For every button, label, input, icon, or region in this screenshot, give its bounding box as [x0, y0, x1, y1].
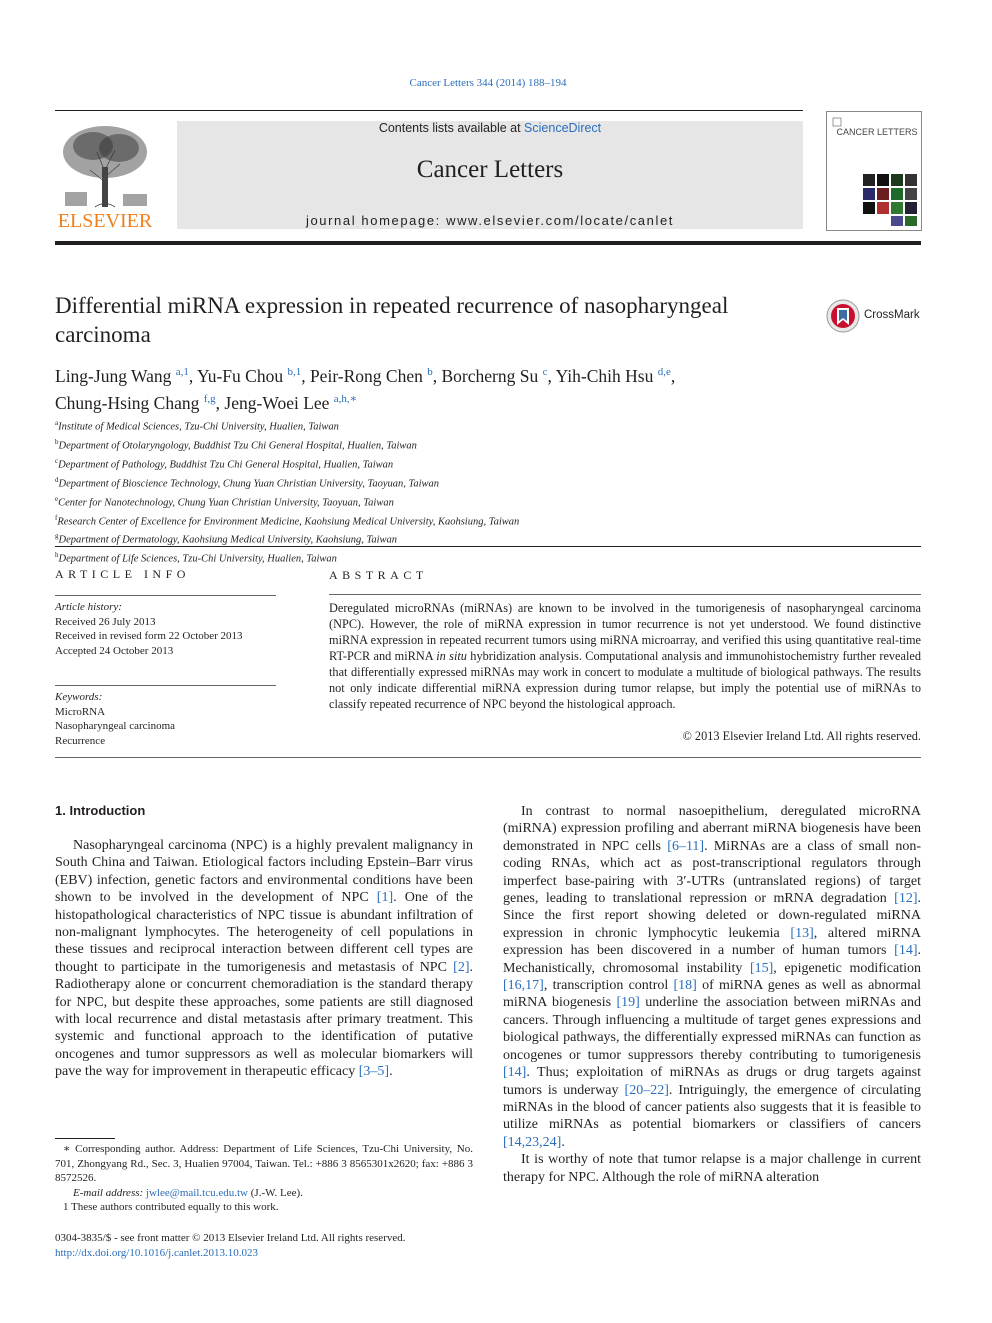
affiliation-text: Institute of Medical Sciences, Tzu-Chi University, Hualien, Taiwan: [58, 421, 339, 433]
affiliation-text: Research Center of Excellence for Environment Medicine, Kaohsiung Medical University, Kaohsiung, Taiwan: [57, 516, 520, 528]
page-footer: [55, 1231, 555, 1260]
history-item: Accepted 24 October 2013: [55, 644, 174, 657]
section-rule: [55, 546, 921, 547]
body-rule: [55, 757, 921, 758]
affiliation-text: Department of Pathology, Buddhist Tzu Chi General Hospital, Hualien, Taiwan: [58, 459, 394, 471]
journal-cover: [826, 111, 922, 231]
citation-link[interactable]: [18]: [673, 978, 697, 994]
paragraph-text: . Thus; exploitation of miRNAs as drugs or drug targets against tumors is underway: [503, 1065, 921, 1098]
history-item: Received in revised form 22 October 2013: [55, 630, 243, 643]
header-thick-rule: [55, 241, 921, 245]
affiliation-item: [55, 511, 915, 530]
keywords-rule: [55, 685, 276, 686]
paragraph-text: . One of the histopathological characteristics of NPC tissue is abundant infiltration of non-malignant lymphocytes. The heterogeneity of cell populations in these tissues and reciprocal interaction between different cell types are thought to participate in the tumorigenesis and metastasis of NPC: [55, 890, 474, 975]
author-affiliation-marker[interactable]: d,e: [657, 366, 671, 378]
author-affiliation-marker[interactable]: a,1: [175, 366, 189, 378]
email-suffix: (J.-W. Lee).: [248, 1186, 303, 1199]
keyword-item: MicroRNA: [55, 705, 106, 718]
intro-paragraph-3: [503, 1151, 921, 1186]
paragraph-text: , epigenetic modification: [773, 960, 921, 976]
abstract-italic: in situ: [436, 649, 467, 663]
paragraph-text: of miRNA genes as well as abnormal miRNA biogenesis: [503, 978, 921, 1011]
affiliation-item: [55, 416, 915, 435]
equal-contribution-note: 1 These authors contributed equally to this work.: [63, 1201, 279, 1214]
author-name: Yu-Fu Chou: [197, 365, 288, 386]
affiliation-item: [55, 548, 915, 567]
paragraph-text: , transcription control: [543, 978, 674, 994]
affiliation-key: a: [55, 419, 59, 427]
citation-link[interactable]: [20–22]: [624, 1082, 669, 1098]
affiliation-item: [55, 492, 915, 511]
history-item: Received 26 July 2013: [55, 615, 156, 628]
citation-link[interactable]: [2]: [453, 959, 470, 975]
keyword-item: Nasopharyngeal carcinoma: [55, 720, 176, 733]
history-label: Article history:: [55, 601, 122, 613]
affiliation-key: h: [55, 551, 59, 560]
citation-link[interactable]: [3–5]: [358, 1064, 390, 1080]
author-name: Jeng-Woei Lee: [224, 392, 334, 413]
author-name: Ling-Jung Wang: [55, 365, 176, 386]
affiliation-text: Center for Nanotechnology, Chung Yuan Christian University, Taoyuan, Taiwan: [58, 497, 394, 509]
citation-link[interactable]: [16,17]: [503, 978, 544, 994]
citation-link[interactable]: [6–11]: [667, 838, 705, 854]
citation-link[interactable]: [13]: [790, 925, 814, 941]
paragraph-text: . MiRNAs are a class of small non-coding RNAs, which act as post-transcriptional regulators through imperfect base-pairing with 3′-UTRs (untranslated regions) of target genes, leading to translational repression or mRNA degradation: [503, 838, 921, 907]
email-note: [55, 1186, 473, 1201]
citation-link[interactable]: [19]: [616, 995, 640, 1011]
author-affiliation-marker[interactable]: b: [427, 366, 433, 378]
paragraph-text: In contrast to normal nasoepithelium, deregulated microRNA (miRNA) expression profiling and aberrant miRNA biogenesis have been demonstrated in NPC cells: [503, 804, 921, 854]
elsevier-tree-icon: [55, 122, 155, 210]
citation-link[interactable]: [14,23,24]: [503, 1134, 562, 1150]
citation-link[interactable]: [14]: [894, 943, 918, 959]
author-list: Ling-Jung Wang $^{a,1}$, Yu-Fu Chou $^{b,1}$, Peir-Rong Chen $^b$, Borcherng Su $^c$, Yih-Chih Hsu $^{d,e}$, Chung-Hsing Chang $^{f,g}$, Jeng-Woei Lee $^{a,h,∗}$: [55, 365, 676, 413]
sciencedirect-link[interactable]: ScienceDirect: [524, 121, 602, 135]
elsevier-wordmark: ELSEVIER: [57, 210, 153, 232]
citation-link[interactable]: [15]: [749, 960, 774, 976]
intro-paragraph-2: [503, 803, 921, 1151]
keywords-block: [55, 690, 175, 748]
paragraph-text: .: [561, 1134, 565, 1150]
keyword-item: Recurrence: [55, 734, 106, 747]
author-name: Chung-Hsing Chang: [55, 392, 204, 413]
issn-line: 0304-3835/$ - see front matter © 2013 Elsevier Ireland Ltd. All rights reserved.: [55, 1232, 406, 1244]
abstract-heading: ABSTRACT: [329, 568, 428, 582]
abstract-text-part: Deregulated microRNAs (miRNAs) are known to be involved in the tumorigenesis of nasopharyngeal carcinoma (NPC). However, the role of miRNA expression in tumor recurrence is not yet understood. We found distinctive miRNA expression in repeated recurrent tumors using miRNA microarray, and verified this using quantitative real-time RT-PCR and miRNA: [329, 601, 921, 663]
footnote-rule: [55, 1138, 115, 1139]
journal-citation[interactable]: Cancer Letters 344 (2014) 188–194: [409, 77, 567, 89]
affiliation-item: [55, 473, 915, 492]
affiliation-text: Department of Dermatology, Kaohsiung Medical University, Kaohsiung, Taiwan: [58, 534, 398, 546]
author-affiliation-marker[interactable]: b,1: [287, 366, 302, 378]
affiliation-text: Department of Bioscience Technology, Chung Yuan Christian University, Taoyuan, Taiwan: [58, 478, 440, 490]
intro-paragraph-1: [55, 837, 473, 1081]
affiliation-list: [55, 416, 915, 567]
contents-line: [177, 121, 803, 135]
paragraph-text: Nasopharyngeal carcinoma (NPC) is a highly prevalent malignancy in South China and Taiwan. Etiological factors including Epstein–Barr virus (EBV) infection, genetic factors and environmental conditions have been shown to be involved in the development of NPC: [55, 838, 473, 906]
body-column-left: [55, 837, 473, 1081]
author-affiliation-marker[interactable]: f,g: [203, 392, 216, 405]
abstract-text-part: hybridization analysis. Computational analysis and immunohistochemistry further revealed that differentially expressed miRNAs may work in concert to modulate a multitude of biological pathways. The results not only indicate differential miRNA expression during tumor relapse, but imply the potential use of miRNAs to classify repeated recurrence of NPC beyond the histological approach.: [329, 649, 921, 711]
affiliation-key: b: [55, 437, 59, 446]
affiliation-item: [55, 435, 915, 454]
footnotes: [55, 1142, 473, 1215]
affiliation-item: [55, 454, 915, 473]
header-rule: [55, 110, 803, 111]
citation-link[interactable]: [1]: [376, 890, 394, 906]
email-label: E-mail address:: [73, 1186, 144, 1199]
author-name: Peir-Rong Chen: [309, 365, 428, 386]
journal-name: Cancer Letters: [416, 156, 564, 183]
citation-link[interactable]: [12]: [894, 891, 918, 907]
author-affiliation-marker[interactable]: a,h,∗: [333, 392, 358, 405]
doi-link[interactable]: http://dx.doi.org/10.1016/j.canlet.2013.10.023: [55, 1246, 258, 1259]
affiliation-text: Department of Otolaryngology, Buddhist Tzu Chi General Hospital, Hualien, Taiwan: [58, 440, 417, 452]
paragraph-text: underline the association between miRNAs and cancers. Through influencing a multitude of target genes expressions and biological pathways, the differentially expressed miRNAs can function as oncogenes or tumor suppressors thereby contributing to tumorigenesis: [503, 995, 921, 1063]
affiliation-key: d: [55, 475, 59, 484]
cover-thumbnail-icon: [827, 112, 921, 230]
paragraph-text: . Radiotherapy alone or concurrent chemoradiation is the standard therapy for NPC, but despite these approaches, some patients are still diagnosed with local recurrence and distal metastasis after primary treatment. This systemic and functional approach to the identification of putative oncogenes and tumor suppressors as well as molecular biomarkers will pave the way for improvement in therapeutic efficacy: [55, 959, 473, 1080]
paragraph-text: . Mechanistically, chromosomal instability: [503, 943, 921, 976]
abstract-text: [329, 600, 921, 712]
paragraph-text: . Since the first report showing deleted or down-regulated miRNA expression in chronic lymphocytic leukemia: [503, 891, 921, 941]
article-info-heading: ARTICLE INFO: [55, 567, 190, 581]
crossmark-badge[interactable]: [826, 298, 926, 334]
abstract-copyright: © 2013 Elsevier Ireland Ltd. All rights reserved.: [682, 729, 921, 743]
paragraph-text: It is worthy of note that tumor relapse is a major challenge in current therapy for NPC. Although the role of miRNA alteration: [503, 1152, 921, 1185]
author-affiliation-marker[interactable]: c: [542, 366, 548, 378]
email-link[interactable]: jwlee@mail.tcu.edu.tw: [145, 1186, 248, 1199]
body-column-right: [503, 803, 921, 1186]
intro-heading: 1. Introduction: [55, 803, 146, 818]
abstract-rule: [329, 594, 921, 595]
paragraph-text: , altered miRNA expression has been discovered in a number of human tumors: [503, 925, 921, 959]
article-history: [55, 600, 243, 658]
article-title: Differential miRNA expression in repeated recurrence of nasopharyngeal carcinoma: [55, 293, 729, 347]
corresponding-author-note: ∗ Corresponding author. Address: Department of Life Sciences, Tzu-Chi University, No. 701, Zhongyang Rd., Sec. 3, Hualien 97004, Taiwan. Tel.: +886 3 8565301x2620; fax: +886 3 8572526.: [55, 1143, 473, 1185]
author-name: Yih-Chih Hsu: [555, 365, 658, 386]
citation-link[interactable]: [14]: [503, 1065, 527, 1081]
article-info-rule: [55, 595, 276, 596]
elsevier-logo: [55, 122, 155, 232]
cover-title: CANCER LETTERS: [836, 127, 918, 137]
contents-prefix: Contents lists available at: [378, 121, 525, 135]
affiliation-key: c: [55, 456, 59, 465]
paragraph-text: . Intriguingly, the emergence of circulating miRNAs in the blood of cancer patients also suggests that it is feasible to utilize miRNAs as potential biomarkers or classifiers of cancers: [503, 1082, 921, 1133]
affiliation-key: f: [55, 513, 58, 522]
affiliation-key: e: [55, 494, 59, 503]
affiliation-text: Department of Life Sciences, Tzu-Chi University, Hualien, Taiwan: [58, 553, 337, 565]
journal-homepage[interactable]: journal homepage: www.elsevier.com/locate/canlet: [305, 213, 674, 228]
crossmark-label: CrossMark: [864, 309, 920, 321]
affiliation-key: g: [55, 532, 59, 541]
paragraph-text: .: [389, 1064, 393, 1080]
keywords-label: Keywords:: [55, 691, 103, 703]
author-name: Borcherng Su: [441, 365, 543, 386]
